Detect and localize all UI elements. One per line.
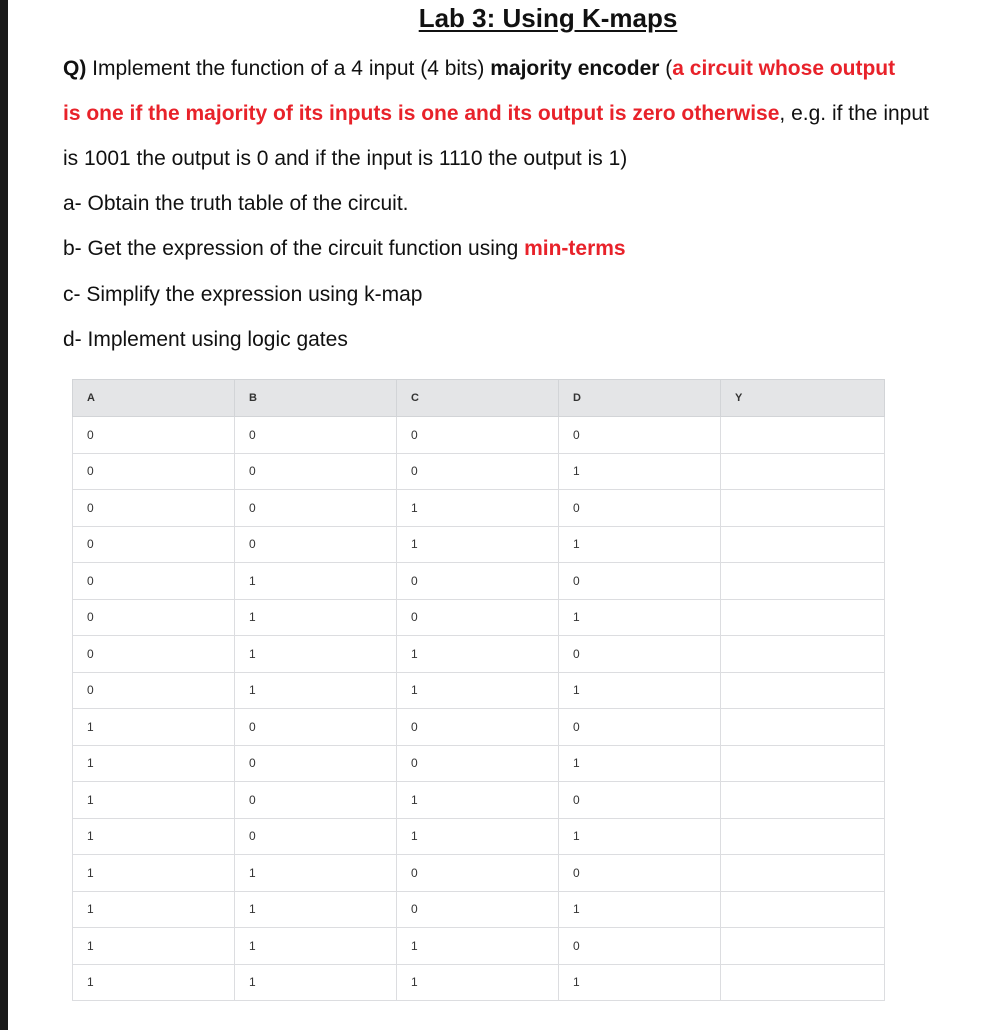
cell-d: 0: [559, 490, 721, 527]
cell-b: 0: [235, 453, 397, 490]
cell-b: 1: [235, 891, 397, 928]
cell-c: 1: [397, 672, 559, 709]
cell-b: 1: [235, 855, 397, 892]
header-c: C: [397, 380, 559, 417]
left-edge-bar: [0, 0, 8, 1030]
part-d: [63, 326, 348, 354]
cell-c: 0: [397, 453, 559, 490]
part-c-text: c- Simplify the expression using k-map: [63, 283, 423, 306]
cell-d: 1: [559, 745, 721, 782]
cell-c: 1: [397, 818, 559, 855]
table-row: [73, 745, 885, 782]
page-title: [0, 2, 1006, 34]
question-line-1: [63, 55, 895, 83]
table-row: [73, 782, 885, 819]
part-d-text: d- Implement using logic gates: [63, 328, 348, 351]
cell-a: 0: [73, 599, 235, 636]
cell-d: 0: [559, 782, 721, 819]
truth-table-body: [73, 417, 885, 1001]
cell-d: 0: [559, 928, 721, 965]
question-text-b: (: [659, 57, 673, 80]
table-row: [73, 599, 885, 636]
cell-y: [721, 599, 885, 636]
cell-c: 1: [397, 526, 559, 563]
cell-y: [721, 709, 885, 746]
table-row: [73, 636, 885, 673]
header-y: Y: [721, 380, 885, 417]
cell-c: 1: [397, 964, 559, 1001]
cell-b: 1: [235, 964, 397, 1001]
cell-y: [721, 818, 885, 855]
cell-b: 1: [235, 599, 397, 636]
header-b: B: [235, 380, 397, 417]
part-b-text: b- Get the expression of the circuit function using: [63, 237, 525, 260]
cell-d: 1: [559, 891, 721, 928]
table-row: [73, 453, 885, 490]
cell-b: 0: [235, 782, 397, 819]
cell-y: [721, 891, 885, 928]
question-red-1: a circuit whose output: [672, 57, 896, 80]
cell-a: 1: [73, 855, 235, 892]
cell-a: 1: [73, 818, 235, 855]
cell-d: 0: [559, 709, 721, 746]
page-title-text: Lab 3: Using K-maps: [418, 3, 678, 33]
header-a: A: [73, 380, 235, 417]
cell-a: 1: [73, 782, 235, 819]
cell-c: 0: [397, 599, 559, 636]
cell-a: 0: [73, 672, 235, 709]
cell-b: 0: [235, 818, 397, 855]
cell-a: 0: [73, 636, 235, 673]
cell-a: 1: [73, 709, 235, 746]
cell-b: 0: [235, 709, 397, 746]
cell-a: 0: [73, 417, 235, 454]
cell-a: 1: [73, 891, 235, 928]
cell-d: 1: [559, 526, 721, 563]
question-text-a: Implement the function of a 4 input (4 bits): [86, 57, 491, 80]
question-bold-term: majority encoder: [490, 57, 660, 80]
cell-d: 1: [559, 672, 721, 709]
table-row: [73, 417, 885, 454]
cell-c: 1: [397, 782, 559, 819]
cell-b: 0: [235, 490, 397, 527]
cell-d: 0: [559, 417, 721, 454]
cell-c: 0: [397, 745, 559, 782]
truth-table-header-row: [73, 380, 885, 417]
cell-d: 0: [559, 855, 721, 892]
cell-y: [721, 855, 885, 892]
table-row: [73, 563, 885, 600]
cell-y: [721, 563, 885, 600]
cell-c: 0: [397, 709, 559, 746]
cell-d: 1: [559, 599, 721, 636]
cell-y: [721, 928, 885, 965]
cell-b: 0: [235, 417, 397, 454]
question-line-3: [63, 145, 627, 173]
cell-a: 0: [73, 563, 235, 600]
cell-a: 0: [73, 490, 235, 527]
table-row: [73, 964, 885, 1001]
cell-y: [721, 636, 885, 673]
table-row: [73, 928, 885, 965]
cell-y: [721, 526, 885, 563]
table-row: [73, 709, 885, 746]
cell-d: 0: [559, 563, 721, 600]
cell-y: [721, 745, 885, 782]
header-d: D: [559, 380, 721, 417]
cell-d: 1: [559, 964, 721, 1001]
question-text-2: , e.g. if the input: [779, 102, 929, 125]
cell-a: 1: [73, 964, 235, 1001]
cell-b: 1: [235, 636, 397, 673]
cell-d: 1: [559, 453, 721, 490]
part-a: [63, 190, 409, 218]
cell-y: [721, 782, 885, 819]
cell-c: 1: [397, 636, 559, 673]
cell-y: [721, 672, 885, 709]
table-row: [73, 526, 885, 563]
cell-b: 1: [235, 928, 397, 965]
cell-y: [721, 453, 885, 490]
table-row: [73, 490, 885, 527]
table-row: [73, 672, 885, 709]
table-row: [73, 818, 885, 855]
cell-a: 1: [73, 928, 235, 965]
part-c: [63, 281, 422, 309]
question-red-2: is one if the majority of its inputs is one and its output is zero otherwise: [63, 102, 780, 125]
cell-c: 0: [397, 563, 559, 600]
table-row: [73, 891, 885, 928]
question-line-2: [63, 100, 929, 128]
cell-c: 0: [397, 855, 559, 892]
truth-table: [72, 379, 885, 1001]
cell-a: 0: [73, 526, 235, 563]
cell-c: 0: [397, 891, 559, 928]
cell-b: 0: [235, 526, 397, 563]
cell-b: 1: [235, 563, 397, 600]
cell-y: [721, 964, 885, 1001]
cell-y: [721, 490, 885, 527]
question-text-3: is 1001 the output is 0 and if the input is 1110 the output is 1): [63, 147, 628, 170]
cell-a: 1: [73, 745, 235, 782]
cell-b: 0: [235, 745, 397, 782]
cell-d: 1: [559, 818, 721, 855]
part-b: [63, 235, 626, 263]
cell-y: [721, 417, 885, 454]
cell-a: 0: [73, 453, 235, 490]
cell-b: 1: [235, 672, 397, 709]
cell-c: 1: [397, 928, 559, 965]
part-b-red: min-terms: [524, 237, 626, 260]
part-a-text: a- Obtain the truth table of the circuit.: [63, 192, 409, 215]
table-row: [73, 855, 885, 892]
question-label: Q): [63, 57, 87, 80]
cell-c: 1: [397, 490, 559, 527]
cell-c: 0: [397, 417, 559, 454]
cell-d: 0: [559, 636, 721, 673]
